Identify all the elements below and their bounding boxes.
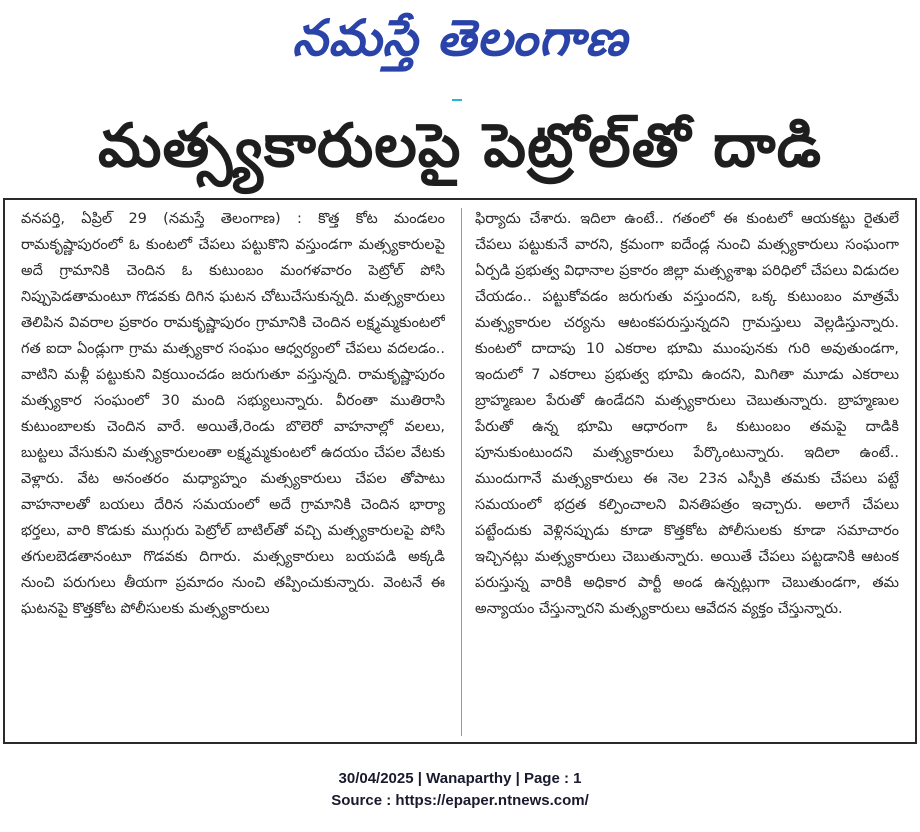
article-headline: మత్స్యకారులపై పెట్రోల్‌తో దాడి bbox=[98, 111, 822, 181]
footer-source[interactable]: Source : https://epaper.ntnews.com/ bbox=[331, 792, 589, 809]
article-text-right: ఫిర్యాదు చేశారు. ఇదిలా ఉంటే.. గతంలో ఈ కుంటలో ఆయకట్టు రైతులే చేపలు పట్టుకునే వారని, క్రమంగా ఐదేండ్ల నుంచి మత్స్యకారులు సంఘంగా ఏర్పడి ప్రభుత్వ విధానాల ప్రకారం జిల్లా మత్స్యశాఖ పరిధిలో చేపలు విడుదల చేయడం.. పట్టుకోవడం జరుగుతు వస్తుందని, ఒక్క కుటుంబం మాత్రమే మత్స్యకారుల చర్యను ఆటంకపరుస్తున్నదని గ్రామస్తులు వెల్లడిస్తున్నారు. కుంటలో దాదాపు 10 ఎకరాల భూమి ముంపునకు గురి అవుతుండగా, ఇందులో 7 ఎకరాలు ప్రభుత్వ భూమి ఉందని, మిగితా మూడు ఎకరాలు బ్రాహ్మణుల పేరుతో ఉండేదని మత్స్యకారులు చెబుతున్నారు. బ్రాహ్మణుల పేరుతో ఉన్న భూమి ఆధారంగా ఓ కుటుంబం తమపై దాడికి పూనుకుంటుందని మత్స్యకారులు పేర్కొంటున్నారు. ఇదిలా ఉంటే.. ముందుగానే మత్స్యకారులు ఈ నెల 23న ఎస్పీకి తమకు చేపలు పట్టే సమయంలో భద్రత కల్పించాలని వినతిపత్రం ఇచ్చారు. అలాగే చేపలు పట్టేందుకు వెళ్లినప్పుడు కూడా కొత్తకోట పోలీసులకు కూడా సమాచారం ఇచ్చినట్లు మత్స్యకారులు చెబుతున్నారు. అయితే చేపలు పట్టడానికి ఆటంక పరుస్తున్న వారికి అధికార పార్టీ అండ ఉన్నట్లుగా చెబుతుండగా, తమ అన్యాయం చేస్తున్నారని మత్స్యకారులు ఆవేదన వ్యక్తం చేస్తున్నారు. bbox=[475, 211, 899, 617]
decorative-mark bbox=[452, 99, 462, 101]
article-column-right bbox=[475, 206, 899, 740]
footer-dateline: 30/04/2025 | Wanaparthy | Page : 1 bbox=[338, 770, 582, 787]
headline-container bbox=[0, 110, 920, 196]
article-text-left: వనపర్తి, ఏప్రిల్ 29 (నమస్తే తెలంగాణ) : కొత్త కోట మండలం రామకృష్ణాపురంలో ఓ కుంటలో చేపలు పట్టుకొని వస్తుండగా మత్స్యకారులపై అదే గ్రామానికి చెందిన ఓ కుటుంబం మంగళవారం పెట్రోల్ పోసి నిప్పుపెడతామంటూ గొడవకు దిగిన ఘటన చోటుచేసుకున్నది. మత్స్యకారులు తెలిపిన వివరాల ప్రకారం రామకృష్ణాపురం గ్రామానికి చెందిన లక్ష్మమ్మకుంటలో గత ఐదా ఏండ్లుగా గ్రామ మత్స్యకార సంఘం ఆధ్వర్యంలో చేపలు వదలడం.. వాటిని మళ్లీ పట్టుకుని విక్రయించడం జరుగుతూ వస్తున్నది. రామకృష్ణాపురం మత్స్యకార సంఘంలో 30 మంది సభ్యులున్నారు. వీరంతా ముతిరాసి కుటుంబాలకు చెందిన వారే. అయితే,రెండు బొలెరో వాహనాల్లో వలలు, బుట్టలు వేసుకుని మత్స్యకారులంతా లక్ష్మమ్మకుంటలో ఉదయం చేపల వేటకు వెళ్లారు. వేట అనంతరం మధ్యాహ్నం మత్స్యకారులు చేపల తోపాటు వాహనాలతో బయలు దేరిన సమయంలో అదే గ్రామానికి చెందిన భార్యా భర్తలు, వారి కొడుకు ముగ్గురు పెట్రోల్ బాటిల్‌తో వచ్చి మత్స్యకారులపై పోసి తగులబెడతానంటూ గొడవకు దిగారు. మత్స్యకారులు బయపడి అక్కడి నుంచి పరుగులు తీయగా ప్రమాదం నుంచి తప్పించుకున్నారు. వెంటనే ఈ ఘటనపై కొత్తకోట పోలీసులకు మత్స్యకారులు bbox=[21, 211, 445, 617]
column-divider bbox=[461, 208, 462, 736]
article-box bbox=[3, 198, 917, 744]
masthead bbox=[0, 4, 920, 84]
article-column-left bbox=[21, 206, 445, 740]
footer bbox=[0, 768, 920, 812]
masthead-logo: నమస్తే తెలంగాణ bbox=[292, 8, 628, 67]
